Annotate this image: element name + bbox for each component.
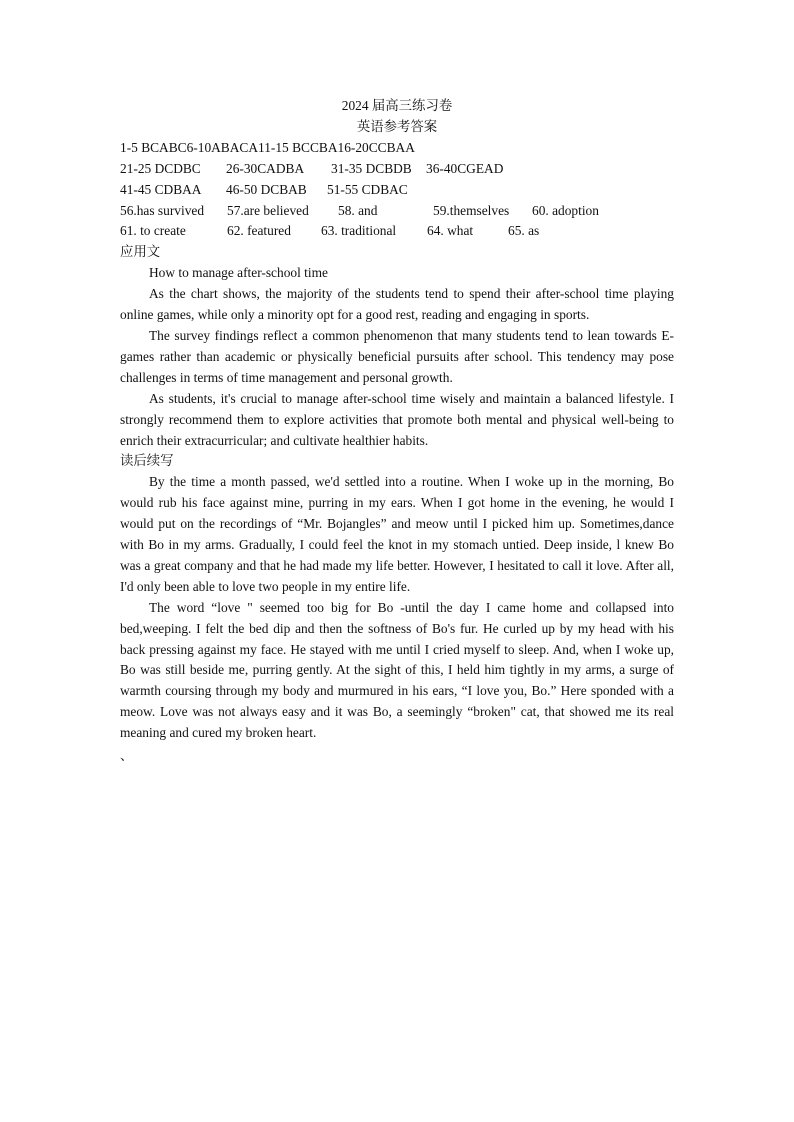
- trailing-mark: 、: [120, 748, 134, 764]
- page-subtitle: 英语参考答案: [356, 118, 438, 134]
- answer-item: 65. as: [508, 223, 540, 239]
- story-paragraph: The word “love " seemed too big for Bo -until the day I came home and collapsed into bed,weeping. I felt the bed dip and then the softness of Bo's fur. He curled up by my head with his back pressing against my face. He stayed with me until I cried myself to sleep. And, when I woke up, Bo was still beside me, purring gently. At the sight of this, I held him tightly in my arms, a surge of warmth coursing through my body and murmured in his ears, “I love you, Bo.” Here sponded with a meow. Love was not always easy and it was Bo, a seemingly “broken" cat, that showed me its real meaning and cured my broken heart.: [120, 599, 674, 741]
- answer-group: 51-55 CDBAC: [327, 181, 408, 197]
- answer-item: 58. and: [338, 202, 378, 218]
- answer-item: 56.has survived: [120, 202, 205, 218]
- essay-paragraph: As the chart shows, the majority of the students tend to spend their after-school time playing online games, while only a minority opt for a good rest, reading and engaging in sports.: [120, 286, 674, 323]
- answers-row-1: 1-5 BCABC6-10ABACA11-15 BCCBA16-20CCBAA: [120, 139, 415, 155]
- answers-row-2: [120, 159, 674, 180]
- section-heading-practical-writing: 应用文: [120, 244, 161, 260]
- answers-block: [120, 138, 674, 243]
- answer-sheet: [120, 96, 674, 767]
- answers-row-4: [120, 201, 674, 222]
- answers-row-5: [120, 221, 674, 242]
- answer-group: 36-40CGEAD: [426, 160, 504, 176]
- answer-item: 64. what: [427, 223, 474, 239]
- section-heading-continuation-writing: 读后续写: [120, 453, 174, 469]
- page-title: 2024 届高三练习卷: [341, 98, 453, 113]
- essay-paragraph: The survey findings reflect a common phenomenon that many students tend to lean towards E-games rather than academic or physically beneficial pursuits after school. This tendency may pose challenges in terms of time management and personal growth.: [120, 327, 674, 385]
- answers-row-3: [120, 180, 674, 201]
- answer-group: 31-35 DCBDB: [331, 160, 412, 176]
- answer-item: 59.themselves: [433, 202, 510, 218]
- answer-item: 62. featured: [227, 223, 291, 239]
- answer-item: 61. to create: [120, 223, 186, 239]
- answer-item: 60. adoption: [532, 202, 599, 218]
- answer-item: 57.are believed: [227, 202, 309, 218]
- essay-title: How to manage after-school time: [149, 265, 328, 281]
- answer-group: 46-50 DCBAB: [226, 181, 307, 197]
- answer-group: 21-25 DCDBC: [120, 160, 201, 176]
- answer-group: 41-45 CDBAA: [120, 181, 202, 197]
- answer-item: 63. traditional: [321, 223, 397, 239]
- story-paragraph: By the time a month passed, we'd settled into a routine. When I woke up in the morning, Bo would rub his face against mine, purring in my ears. When I got home in the evening, he would I would put on the recordings of “Mr. Bojangles” and meow until I picked him up. Sometimes,dance with Bo in my arms. Gradually, I could feel the knot in my stomach untied. Deep inside, l knew Bo was a great company and that he had made my life better. However, I hesitated to call it love. After all, I'd only been able to love two people in my entire life.: [120, 474, 674, 594]
- essay-paragraph: As students, it's crucial to manage after-school time wisely and maintain a balanced lifestyle. I strongly recommend them to explore activities that promote both mental and physical well-being to enrich their extracurricular; and cultivate healthier habits.: [120, 390, 674, 448]
- answer-group: 26-30CADBA: [226, 160, 305, 176]
